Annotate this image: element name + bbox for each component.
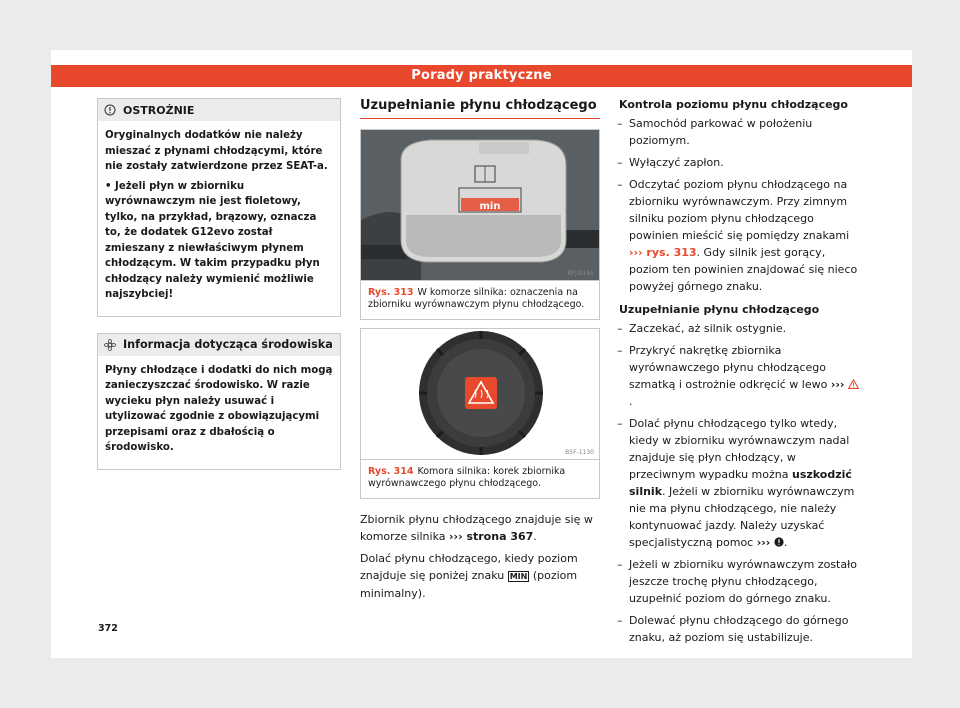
- list-item: – Samochód parkować w położeniu poziomym.: [619, 115, 859, 149]
- reservoir-cap-illustration: [361, 329, 599, 459]
- list-item: – Jeżeli w zbiorniku wyrównawczym zostało jeszcze trochę płynu chłodzącego, uzupełnić poziom do górnego znaku.: [619, 556, 859, 607]
- page-number: 372: [98, 623, 118, 634]
- figure-314-code: B5F-1130: [565, 449, 594, 456]
- para-1-end: .: [533, 530, 537, 543]
- figure-313-code: BFJ-0165: [567, 270, 594, 277]
- para-1: [360, 511, 600, 545]
- caution-box: [97, 98, 341, 317]
- caution-title: OSTROŻNIE: [123, 103, 195, 117]
- middle-column: [360, 98, 600, 607]
- list-item: – Wyłączyć zapłon.: [619, 154, 859, 171]
- list-item: [619, 176, 859, 295]
- caution-circle-icon: [774, 537, 784, 547]
- section-title: Uzupełnianie płynu chłodzącego: [360, 98, 600, 119]
- caution-icon: [104, 104, 116, 116]
- list-item-text: Dolać płynu chłodzącego tylko wtedy, kiedy w zbiorniku wyrównawczym nadal znajduje się płyn chłodzący, w przeciwnym wypadku można: [629, 417, 850, 481]
- list-item: – Dolać płynu chłodzącego tylko wtedy, kiedy w zbiorniku wyrównawczym nadal znajduje się płyn chłodzący, w przeciwnym wypadku można uszkodzić silnik. Jeżeli w zbiorniku wyrównawczym nie ma płynu chłodzącego, nie należy kontynuować jazdy. Należy uzyskać specjalistyczną pomoc ››› .: [619, 415, 859, 551]
- warning-triangle-icon: [848, 379, 859, 389]
- para-2-end: (poziom minimalny).: [360, 569, 578, 600]
- left-column: [97, 98, 341, 470]
- figure-313-label: Rys. 313: [368, 287, 414, 298]
- figure-314-label: Rys. 314: [368, 466, 414, 477]
- strona-367-link[interactable]: ››› strona 367: [449, 530, 534, 543]
- list-item: – Zaczekać, aż silnik ostygnie.: [619, 320, 859, 337]
- list-item-text: . Gdy silnik jest gorący, poziom ten powinien znajdować się nieco powyżej górnego znaku.: [629, 246, 858, 293]
- environment-box-header: [98, 334, 340, 356]
- coolant-reservoir-illustration: [361, 130, 599, 280]
- figure-313-caption-text: W komorze silnika: oznaczenia na zbiorniku wyrównawczym płynu chłodzącego.: [368, 287, 585, 310]
- para-2: [360, 550, 600, 602]
- list-item: – Dolewać płynu chłodzącego do górnego znaku, aż poziom się ustabilizuje.: [619, 612, 859, 646]
- environment-text: Płyny chłodzące i dodatki do nich mogą zanieczyszczać środowisko. W razie wycieku płyn należy usuwać i utylizować zgodnie z obowiązującymi przepisami oraz z dbałością o środowisko.: [105, 364, 333, 453]
- refill-list: [619, 320, 859, 646]
- caution-ref-link[interactable]: ›››: [756, 536, 771, 549]
- caution-para-2: • Jeżeli płyn w zbiorniku wyrównawczym nie jest fioletowy, tylko, na przykład, brązowy, oznacza to, że dodatek G12evo został zmieszany z niewłaściwym płynem chłodzącym. W takim przypadku płyn chłodzący należy wymienić możliwie najszybciej!: [105, 180, 320, 300]
- caution-box-header: [98, 99, 340, 121]
- figure-313: [360, 129, 600, 320]
- min-mark-text: min: [479, 201, 501, 212]
- warning-ref-link[interactable]: ›››: [830, 378, 845, 391]
- list-item: – Przykryć nakrętkę zbiornika wyrównawczego płynu chłodzącego szmatką i ostrożnie odkręcić w lewo ››› .: [619, 342, 859, 410]
- page-header: Porady praktyczne: [51, 65, 912, 87]
- environment-icon: [104, 339, 116, 351]
- bold-warning-text: uszkodzić silnik: [629, 468, 852, 498]
- figure-314-caption: [361, 459, 599, 498]
- figure-314-image: [361, 329, 599, 459]
- caution-body: [98, 121, 340, 316]
- figure-313-image: [361, 130, 599, 280]
- rys-313-link[interactable]: ››› rys. 313: [629, 246, 697, 259]
- environment-body: [98, 356, 340, 469]
- figure-314-caption-text: Komora silnika: korek zbiornika wyrównawczego płynu chłodzącego.: [368, 466, 566, 489]
- list-item-text: Odczytać poziom płynu chłodzącego na zbiorniku wyrównawczym. Przy zimnym silniku poziom płynu chłodzącego powinien mieścić się pomiędzy znakami: [629, 178, 850, 242]
- figure-313-caption: [361, 280, 599, 319]
- para-1-text: Zbiornik płynu chłodzącego znajduje się w komorze silnika: [360, 513, 593, 543]
- environment-title: Informacja dotycząca środowiska: [123, 338, 333, 351]
- check-level-list: [619, 115, 859, 295]
- check-level-heading: Kontrola poziomu płynu chłodzącego: [619, 98, 848, 111]
- environment-box: [97, 333, 341, 470]
- list-item-text: . Jeżeli w zbiorniku wyrównawczym nie ma płynu chłodzącego, nie należy kontynuować jazdy. Należy uzyskać specjalistyczną pomoc: [629, 485, 855, 549]
- para-2-text: Dolać płynu chłodzącego, kiedy poziom znajduje się poniżej znaku: [360, 552, 578, 582]
- refill-heading: Uzupełnianie płynu chłodzącego: [619, 303, 820, 316]
- right-column: [619, 98, 859, 651]
- list-item-text: Przykryć nakrętkę zbiornika wyrównawczego płynu chłodzącego szmatką i ostrożnie odkręcić w lewo: [629, 344, 828, 391]
- caution-para-1: Oryginalnych dodatków nie należy mieszać z płynami chłodzącymi, które nie zostały zatwierdzone przez SEAT-a.: [105, 130, 328, 172]
- figure-314: [360, 328, 600, 499]
- min-mark-symbol: MIN: [509, 572, 528, 581]
- section-text: [360, 511, 600, 602]
